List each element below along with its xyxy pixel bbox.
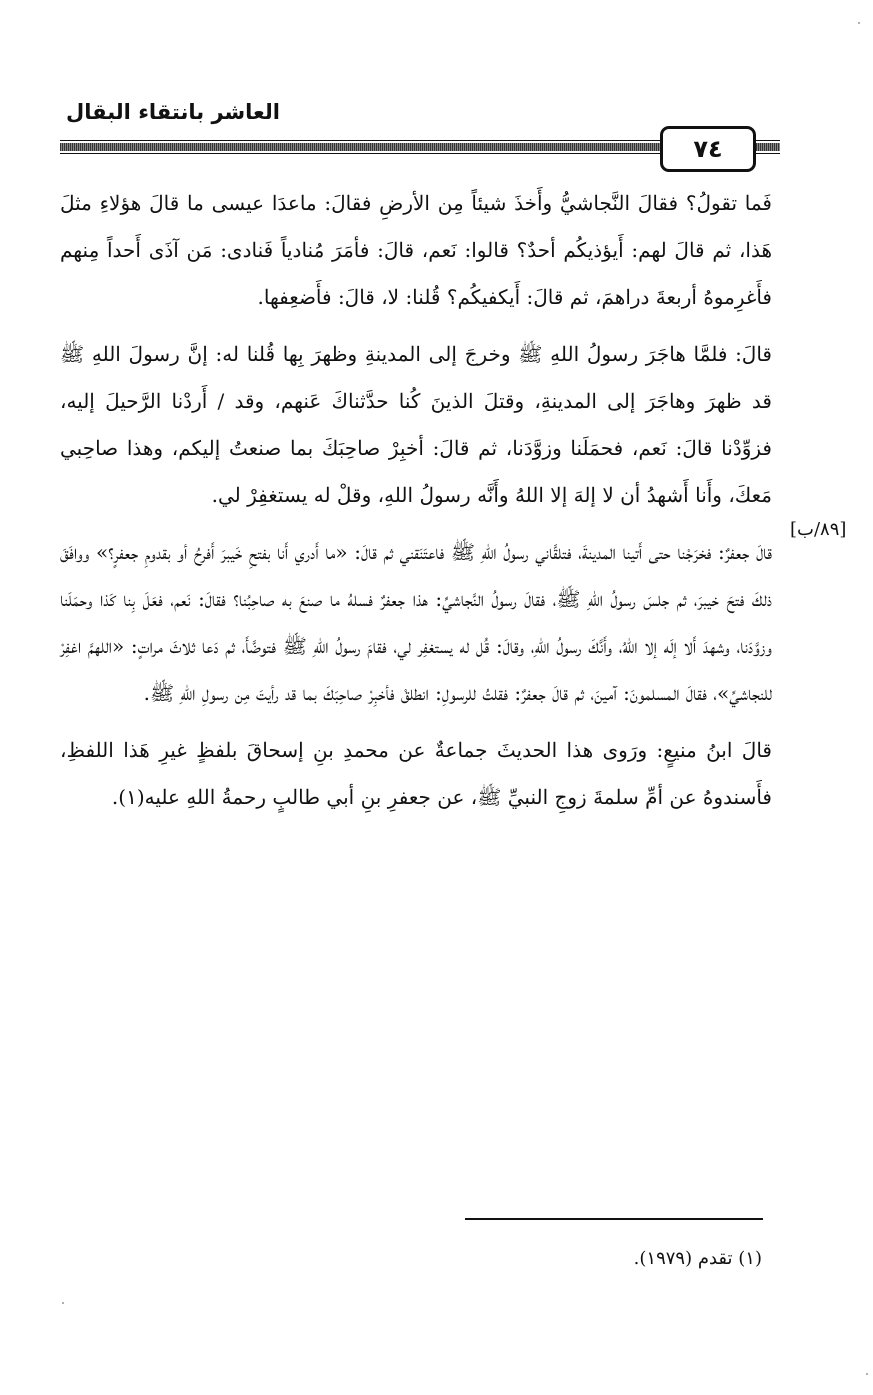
manuscript-folio-note: [٨٩/ب] <box>790 519 847 540</box>
paragraph-gap <box>60 717 772 727</box>
paragraph: قالَ ابنُ منيعٍ: ورَوى هذا الحديثَ جماعةٌ عن محمدِ بنِ إسحاقَ بلفظٍ غيرِ هَذا اللفظِ، فأَسندوهُ عن أمِّ سلمةَ زوجِ النبيِّ ﷺ، عن جعفرِ بنِ أبي طالبٍ رحمةُ اللهِ عليه(١). <box>60 738 772 809</box>
paragraph-gap <box>60 321 772 331</box>
paragraph-gap <box>60 519 772 529</box>
footnote: (١) تقدم (١٩٧٩). <box>633 1248 762 1269</box>
running-title: العاشر بانتقاء البقال <box>66 100 280 124</box>
scan-speck <box>866 1373 868 1375</box>
paragraph: فَما تقولُ؟ فقالَ النَّجاشيُّ وأَخذَ شيئاً مِن الأرضِ فقالَ: ماعدَا عيسى ما قالَ هؤلاءِ مثلَ هَذا، ثم قالَ لهم: أَيؤذيكُم أحدٌ؟ قالوا: نَعم، قالَ: فأمَرَ مُنادياً فَنادى: مَن آذَى أَحداً مِنهم فأَغرِموهُ أربعةَ دراهمَ، ثم قالَ: أَيكفيكُم؟ قُلنا: لا، قالَ: فأَضعِفها. <box>60 191 772 309</box>
scan-speck <box>858 22 860 24</box>
footnote-rule <box>465 1218 763 1220</box>
page-number: ٧٤ <box>660 126 756 172</box>
paragraph: قالَ: فلمَّا هاجَرَ رسولُ اللهِ ﷺ وخرجَ إلى المدينةِ وظهرَ بِها قُلنا له: إنَّ رسولَ اللهِ ﷺ قد ظهرَ وهاجَرَ إلى المدينةِ، وقتلَ الذينَ كُنا حدَّثناكَ عَنهم، وقد / أَردْنا الرَّحيلَ إليه، فزوِّدْنا قالَ: نَعم، فحمَلَنا وزوَّدَنا، ثم قالَ: أخبِرْ صاحِبَكَ بما صنعتُ إليكم، وهذا صاحِبي مَعكَ، وأَنا أَشهدُ أن لا إلهَ إلا اللهُ وأَنَّه رسولُ اللهِ، وقلْ له يستغفِرْ لي. <box>60 342 772 507</box>
scan-speck <box>62 1302 64 1304</box>
body-text <box>60 180 772 821</box>
paragraph: قالَ جعفرٌ: فخرَجْنا حتى أَتينا المدينةَ، فتلقَّاني رسولُ اللهِ ﷺ فاعتَنَقني ثم قالَ: «ما أَدري أَنا بفتحِ خَيبرَ أَفرحُ أو بقدومِ جعفرٍ؟» ووافَقَ ذلكَ فتحَ خيبرَ، ثم جلسَ رسولُ اللهِ ﷺ، فقالَ رسولُ النَّجاشيِّ: هذا جعفرٌ فسلهُ ما صنعَ به صاحِبُنا؟ فقالَ: نَعم، فعَلَ بِنا كَذا وحمَلَنا وزوَّدَنا، وشهدَ أَلا إلَه إلا اللهُ، وأَنَّكَ رسولُ اللهِ، وقالَ: قُل له يستغفِر لي، فقامَ رسولُ اللهِ ﷺ فتوضَّأَ، ثم دَعا ثلاثَ مراتٍ: «اللهمَّ اغفِرْ للنجاشيِّ»، فقالَ المسلمونَ: آمينَ، ثم قالَ جعفرٌ: فقلتُ للرسولِ: انطلقْ فأخبِرْ صاحِبَكَ بما قد رأيتَ مِن رسولِ اللهِ ﷺ. <box>60 540 772 705</box>
